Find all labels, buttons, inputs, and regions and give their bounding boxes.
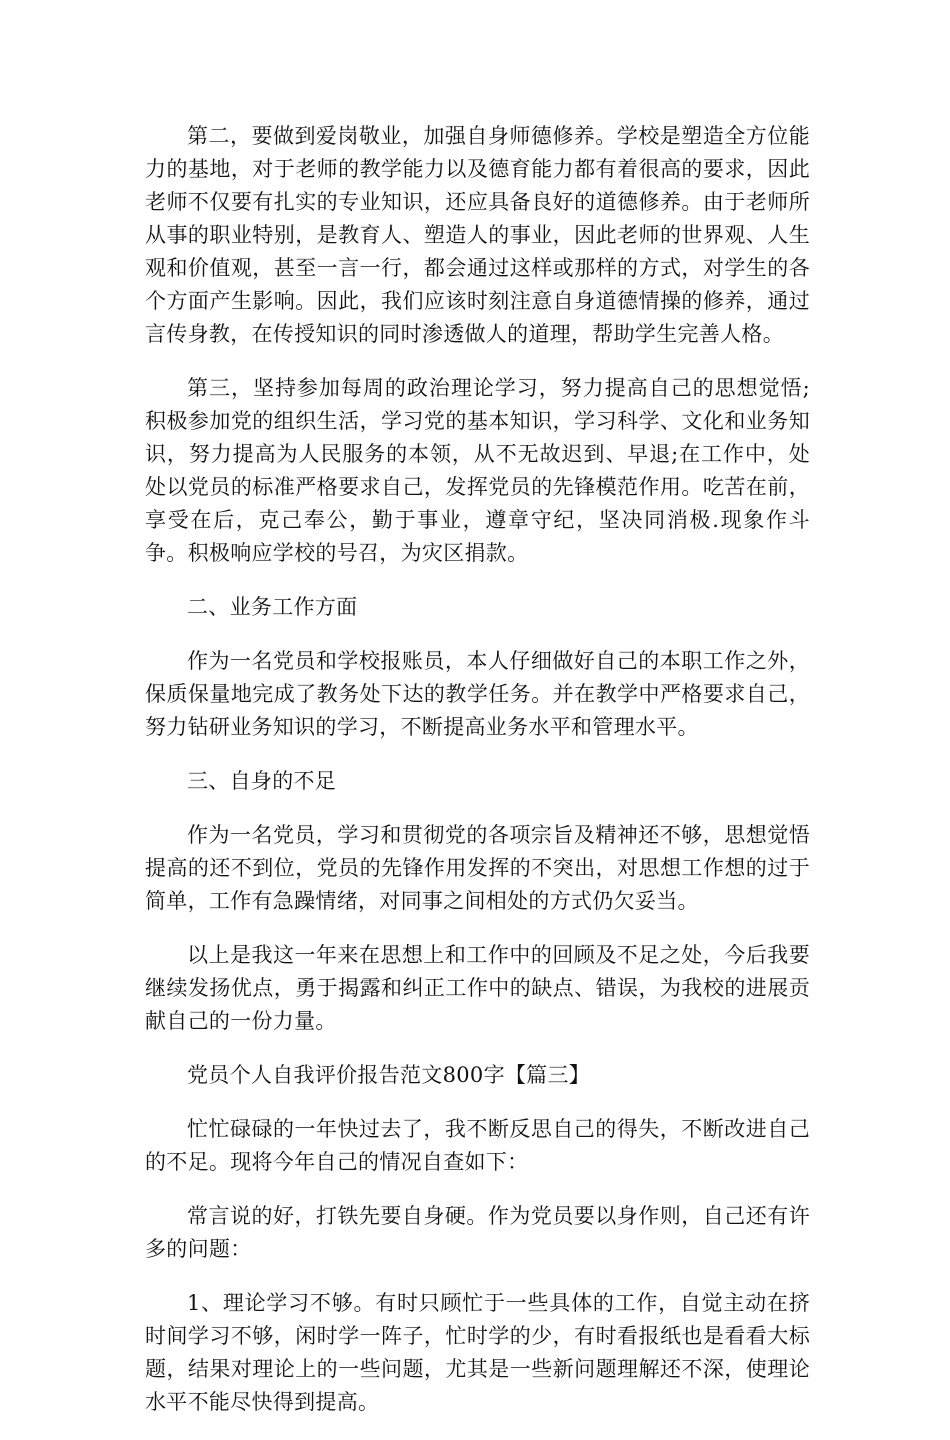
paragraph-shortcomings: 作为一名党员，学习和贯彻党的各项宗旨及精神还不够，思想觉悟提高的还不到位，党员的先锋作用发挥的不突出，对思想工作想的过于简单，工作有急躁情绪，对同事之间相处的方式仍欠妥当。 <box>145 823 810 913</box>
paragraph-second-point: 第二，要做到爱岗敬业，加强自身师德修养。学校是塑造全方位能力的基地，对于老师的教学能力以及德育能力都有着很高的要求，因此老师不仅要有扎实的专业知识，还应具备良好的道德修养。由于老师所从事的职业特别，是教育人、塑造人的事业，因此老师的世界观、人生观和价值观，甚至一言一行，都会通过这样或那样的方式，对学生的各个方面产生影响。因此，我们应该时刻注意自身道德情操的修养，通过言传身教，在传授知识的同时渗透做人的道理，帮助学生完善人格。 <box>145 124 810 346</box>
article-title-part-three: 党员个人自我评价报告范文800字【篇三】 <box>187 1063 591 1087</box>
paragraph-business-work: 作为一名党员和学校报账员，本人仔细做好自己的本职工作之外，保质保量地完成了教务处下达的教学任务。并在教学中严格要求自己，努力钻研业务知识的学习，不断提高业务水平和管理水平。 <box>145 649 810 739</box>
document-body <box>145 120 810 1440</box>
paragraph-conclusion: 以上是我这一年来在思想上和工作中的回顾及不足之处，今后我要继续发扬优点，勇于揭露和纠正工作中的缺点、错误，为我校的进展贡献自己的一份力量。 <box>145 943 810 1033</box>
paragraph-saying: 常言说的好，打铁先要自身硬。作为党员要以身作则，自己还有许多的问题： <box>145 1204 810 1261</box>
section-heading-shortcomings: 三、自身的不足 <box>187 769 337 793</box>
section-heading-business-work: 二、业务工作方面 <box>187 595 358 619</box>
paragraph-theory-study: 1、理论学习不够。有时只顾忙于一些具体的工作，自觉主动在挤时间学习不够，闲时学一阵子，忙时学的少，有时看报纸也是看看大标题，结果对理论上的一些问题，尤其是一些新问题理解还不深，使理论水平不能尽快得到提高。 <box>145 1291 810 1414</box>
paragraph-intro-part-three: 忙忙碌碌的一年快过去了，我不断反思自己的得失，不断改进自己的不足。现将今年自己的情况自查如下： <box>145 1117 810 1174</box>
paragraph-third-point: 第三，坚持参加每周的政治理论学习，努力提高自己的思想觉悟;积极参加党的组织生活，学习党的基本知识，学习科学、文化和业务知识，努力提高为人民服务的本领，从不无故迟到、早退;在工作中，处处以党员的标准严格要求自己，发挥党员的先锋模范作用。吃苦在前，享受在后，克己奉公，勤于事业，遵章守纪，坚决同消极.现象作斗争。积极响应学校的号召，为灾区捐款。 <box>145 376 810 565</box>
